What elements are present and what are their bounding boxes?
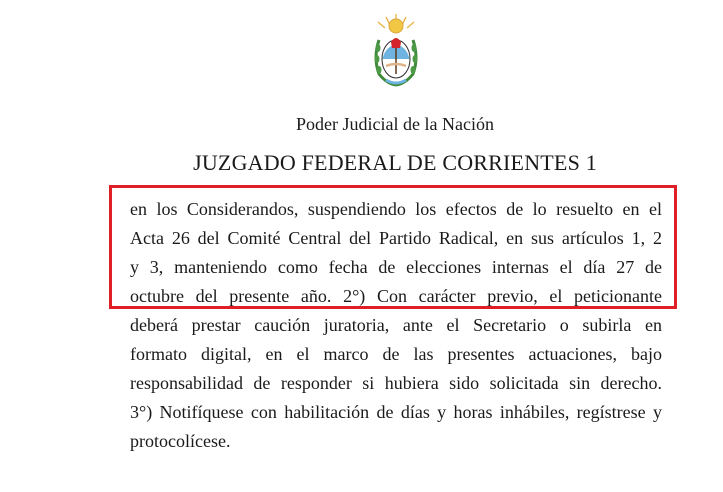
- resolution-text: [130, 195, 662, 456]
- court-title: JUZGADO FEDERAL DE CORRIENTES 1: [193, 150, 597, 175]
- court-name: Poder Judicial de la Nación: [296, 114, 494, 134]
- text-line: octubre del presente año. 2°) Con carácter previo, el peticionante: [130, 286, 662, 306]
- text-line: en los Considerandos, suspendiendo los efectos de lo resuelto en el: [130, 199, 662, 219]
- text-line: protocolícese.: [130, 431, 231, 451]
- text-line: Acta 26 del Comité Central del Partido Radical, en sus artículos 1, 2: [130, 228, 662, 248]
- text-line: deberá prestar caución juratoria, ante el Secretario o subirla en: [130, 315, 662, 335]
- text-line: 3°) Notifíquese con habilitación de días y horas inhábiles, regístrese y: [130, 402, 662, 422]
- text-line: y 3, manteniendo como fecha de elecciones internas el día 27 de: [130, 257, 662, 277]
- text-line: responsabilidad de responder si hubiera sido solicitada sin derecho.: [130, 373, 662, 393]
- text-line: formato digital, en el marco de las presentes actuaciones, bajo: [130, 344, 662, 364]
- argentina-coat-of-arms-icon: [369, 14, 423, 88]
